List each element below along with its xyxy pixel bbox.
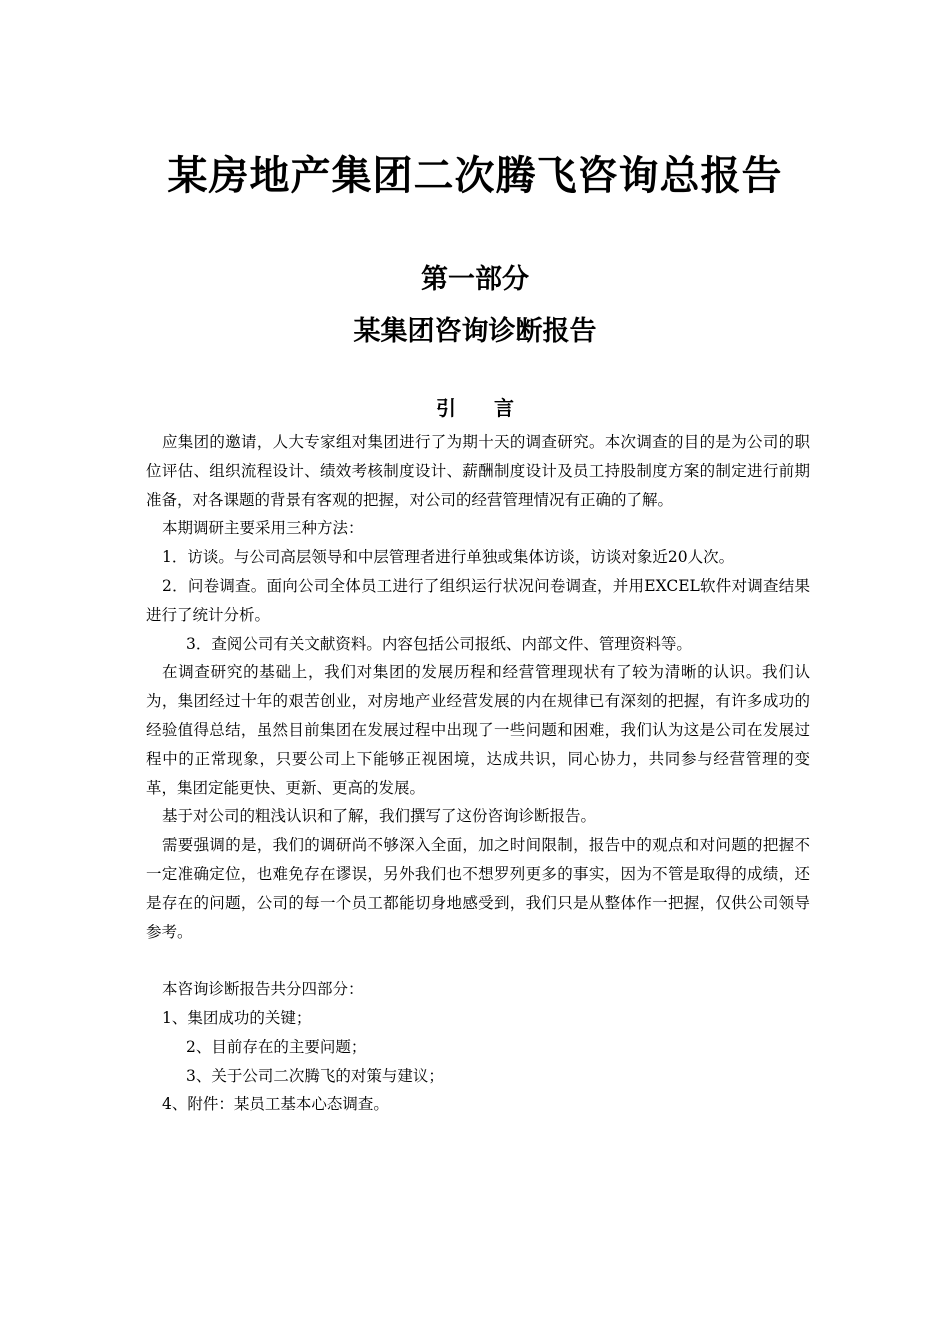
paragraph-intro: 应集团的邀请，人大专家组对集团进行了为期十天的调查研究。本次调查的目的是为公司的职位评估、组织流程设计、绩效考核制度设计、薪酬制度设计及员工持股制度方案的制定进行前期准备，对各课题的背景有客观的把握，对公司的经营管理情况有正确的了解。 <box>146 433 810 509</box>
paragraph-method-2: 2．问卷调查。面向公司全体员工进行了组织运行状况问卷调查，并用EXCEL软件对调查结果进行了统计分析。 <box>146 576 810 624</box>
part-title: 第一部分 <box>421 264 529 295</box>
outline-item-3: 3、关于公司二次腾飞的对策与建议； <box>186 1066 444 1085</box>
paragraph-disclaimer: 需要强调的是，我们的调研尚不够深入全面，加之时间限制，报告中的观点和对问题的把握不一定准确定位，也难免存在谬误，另外我们也不想罗列更多的事实，因为不管是取得的成绩，还是存在的问题，公司的每一个员工都能切身地感受到，我们只是从整体作一把握，仅供公司领导参考。 <box>146 836 810 941</box>
outline-item-4: 4、附件：某员工基本心态调查。 <box>162 1095 389 1114</box>
spacer <box>146 946 810 975</box>
paragraph-method-1: 1．访谈。与公司高层领导和中层管理者进行单独或集体访谈，访谈对象近20人次。 <box>162 548 735 567</box>
part-subtitle: 某集团咨询诊断报告 <box>353 316 597 347</box>
body-text <box>146 428 810 1119</box>
section-heading-char-2: 言 <box>494 396 514 420</box>
paragraph-method-3: 3．查阅公司有关文献资料。内容包括公司报纸、内部文件、管理资料等。 <box>186 634 692 653</box>
paragraph-findings: 在调查研究的基础上，我们对集团的发展历程和经营管理现状有了较为清晰的认识。我们认为，集团经过十年的艰苦创业，对房地产业经营发展的内在规律已有深刻的把握，有许多成功的经验值得总结，虽然目前集团在发展过程中出现了一些问题和困难，我们认为这是公司在发展过程中的正常现象，只要公司上下能够正视困境，达成共识，同心协力，共同参与经营管理的变革，集团定能更快、更新、更高的发展。 <box>146 663 810 797</box>
section-heading <box>0 392 950 424</box>
outline-item-1: 1、集团成功的关键； <box>162 1008 312 1027</box>
paragraph-methods-intro: 本期调研主要采用三种方法： <box>162 519 364 538</box>
main-title: 某房地产集团二次腾飞咨询总报告 <box>167 153 783 199</box>
outline-item-2: 2、目前存在的主要问题； <box>186 1037 367 1056</box>
paragraph-report-basis: 基于对公司的粗浅认识和了解，我们撰写了这份咨询诊断报告。 <box>162 807 597 826</box>
section-heading-char-1: 引 <box>436 396 456 420</box>
outline-intro: 本咨询诊断报告共分四部分： <box>162 980 364 999</box>
